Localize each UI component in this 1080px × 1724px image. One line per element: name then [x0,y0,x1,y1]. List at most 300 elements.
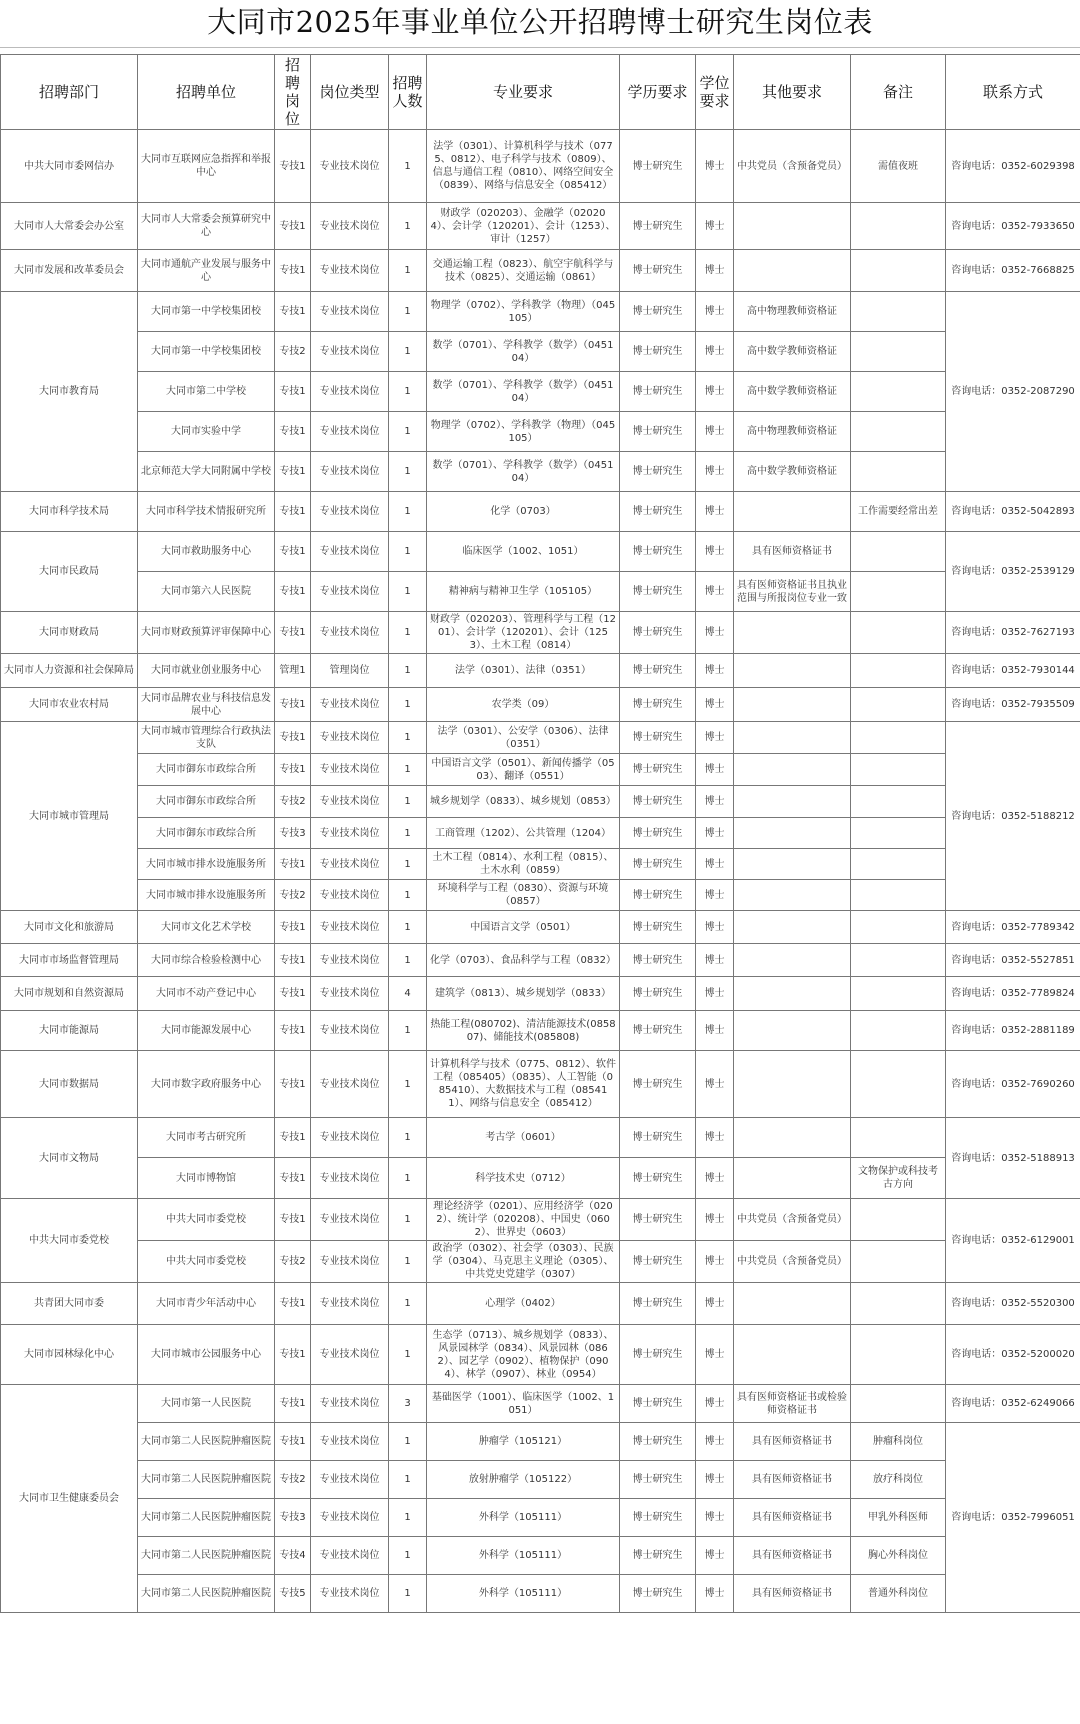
other-requirements-cell [734,492,851,532]
remarks-cell [851,452,946,492]
table-row [1,786,1080,818]
post-cell: 专技1 [275,1118,311,1158]
unit-cell: 大同市第六人民医院 [138,572,275,612]
header-dept: 招聘部门 [1,55,138,130]
type-cell: 专业技术岗位 [311,977,389,1011]
other-requirements-cell [734,818,851,849]
count-cell: 1 [389,203,427,250]
other-requirements-cell [734,203,851,250]
major-cell: 数学（0701）、学科教学（数学）（045104） [427,452,620,492]
table-row [1,1241,1080,1283]
header-other: 其他要求 [734,55,851,130]
count-cell: 1 [389,880,427,911]
other-requirements-cell [734,688,851,722]
remarks-cell [851,612,946,654]
post-cell: 专技1 [275,532,311,572]
education-cell: 博士研究生 [620,292,696,332]
degree-cell: 博士 [696,911,734,944]
major-cell: 外科学（105111） [427,1537,620,1575]
remarks-cell: 工作需要经常出差 [851,492,946,532]
remarks-cell [851,688,946,722]
table-row [1,1051,1080,1118]
other-requirements-cell [734,786,851,818]
count-cell: 1 [389,754,427,786]
count-cell: 1 [389,1283,427,1325]
post-cell: 专技2 [275,1461,311,1499]
education-cell: 博士研究生 [620,372,696,412]
other-requirements-cell: 高中物理教师资格证 [734,292,851,332]
education-cell: 博士研究生 [620,1499,696,1537]
remarks-cell [851,654,946,688]
education-cell: 博士研究生 [620,1118,696,1158]
remarks-cell: 肿瘤科岗位 [851,1423,946,1461]
department-cell: 大同市市场监督管理局 [1,944,138,977]
education-cell: 博士研究生 [620,332,696,372]
contact-cell: 咨询电话：0352-7930144 [946,654,1080,688]
type-cell: 专业技术岗位 [311,1325,389,1385]
type-cell: 专业技术岗位 [311,572,389,612]
type-cell: 专业技术岗位 [311,1461,389,1499]
unit-cell: 大同市第二人民医院肿瘤医院 [138,1499,275,1537]
header-unit: 招聘单位 [138,55,275,130]
major-cell: 物理学（0702）、学科教学（物理）（045105） [427,292,620,332]
degree-cell: 博士 [696,722,734,754]
education-cell: 博士研究生 [620,452,696,492]
count-cell: 1 [389,1325,427,1385]
degree-cell: 博士 [696,818,734,849]
count-cell: 1 [389,1423,427,1461]
degree-cell: 博士 [696,754,734,786]
unit-cell: 大同市城市排水设施服务所 [138,880,275,911]
post-cell: 专技4 [275,1537,311,1575]
education-cell: 博士研究生 [620,572,696,612]
table-row [1,1325,1080,1385]
degree-cell: 博士 [696,880,734,911]
remarks-cell [851,1241,946,1283]
major-cell: 交通运输工程（0823）、航空宇航科学与技术（0825）、交通运输（0861） [427,250,620,292]
department-cell: 大同市财政局 [1,612,138,654]
type-cell: 专业技术岗位 [311,1051,389,1118]
remarks-cell [851,1118,946,1158]
education-cell: 博士研究生 [620,1385,696,1423]
degree-cell: 博士 [696,1158,734,1199]
contact-cell: 咨询电话：0352-6029398 [946,130,1080,203]
type-cell: 专业技术岗位 [311,332,389,372]
count-cell: 1 [389,1118,427,1158]
table-row [1,1158,1080,1199]
type-cell: 专业技术岗位 [311,911,389,944]
unit-cell: 大同市青少年活动中心 [138,1283,275,1325]
department-cell: 中共大同市委网信办 [1,130,138,203]
table-row [1,1385,1080,1423]
remarks-cell: 需值夜班 [851,130,946,203]
education-cell: 博士研究生 [620,203,696,250]
contact-cell: 咨询电话：0352-5188212 [946,722,1080,911]
major-cell: 热能工程(080702)、清洁能源技术(085807)、储能技术(085808) [427,1011,620,1051]
remarks-cell [851,1283,946,1325]
major-cell: 法学（0301）、公安学（0306）、法律（0351） [427,722,620,754]
other-requirements-cell: 高中数学教师资格证 [734,332,851,372]
education-cell: 博士研究生 [620,818,696,849]
degree-cell: 博士 [696,572,734,612]
education-cell: 博士研究生 [620,250,696,292]
remarks-cell [851,1325,946,1385]
post-cell: 专技1 [275,722,311,754]
remarks-cell [851,1385,946,1423]
contact-cell: 咨询电话：0352-5527851 [946,944,1080,977]
table-row [1,849,1080,880]
contact-cell: 咨询电话：0352-5520300 [946,1283,1080,1325]
unit-cell: 大同市第二人民医院肿瘤医院 [138,1423,275,1461]
table-row [1,292,1080,332]
other-requirements-cell: 具有医师资格证书或检验师资格证书 [734,1385,851,1423]
major-cell: 财政学（020203）、管理科学与工程（1201）、会计学（120201）、会计（1253）、土木工程（0814） [427,612,620,654]
education-cell: 博士研究生 [620,911,696,944]
degree-cell: 博士 [696,332,734,372]
contact-cell: 咨询电话：0352-5200020 [946,1325,1080,1385]
type-cell: 专业技术岗位 [311,688,389,722]
post-cell: 专技1 [275,452,311,492]
count-cell: 1 [389,130,427,203]
post-cell: 专技1 [275,688,311,722]
degree-cell: 博士 [696,1199,734,1241]
type-cell: 专业技术岗位 [311,1199,389,1241]
degree-cell: 博士 [696,292,734,332]
department-cell: 中共大同市委党校 [1,1199,138,1283]
post-cell: 专技1 [275,1158,311,1199]
department-cell: 大同市数据局 [1,1051,138,1118]
type-cell: 专业技术岗位 [311,532,389,572]
degree-cell: 博士 [696,130,734,203]
count-cell: 1 [389,1461,427,1499]
count-cell: 1 [389,412,427,452]
major-cell: 工商管理（1202）、公共管理（1204） [427,818,620,849]
post-cell: 专技1 [275,911,311,944]
post-cell: 专技1 [275,1325,311,1385]
table-row [1,754,1080,786]
other-requirements-cell [734,1283,851,1325]
table-row [1,203,1080,250]
other-requirements-cell [734,250,851,292]
degree-cell: 博士 [696,944,734,977]
other-requirements-cell: 具有医师资格证书 [734,532,851,572]
post-cell: 专技1 [275,1011,311,1051]
other-requirements-cell [734,722,851,754]
post-cell: 专技3 [275,818,311,849]
count-cell: 1 [389,944,427,977]
other-requirements-cell [734,754,851,786]
major-cell: 城乡规划学（0833）、城乡规划（0853） [427,786,620,818]
type-cell: 专业技术岗位 [311,722,389,754]
type-cell: 专业技术岗位 [311,1499,389,1537]
post-cell: 专技2 [275,332,311,372]
type-cell: 专业技术岗位 [311,1118,389,1158]
remarks-cell [851,532,946,572]
count-cell: 1 [389,372,427,412]
unit-cell: 大同市城市排水设施服务所 [138,849,275,880]
table-row [1,688,1080,722]
other-requirements-cell: 具有医师资格证书 [734,1499,851,1537]
header-type: 岗位类型 [311,55,389,130]
type-cell: 专业技术岗位 [311,1011,389,1051]
count-cell: 1 [389,1241,427,1283]
education-cell: 博士研究生 [620,532,696,572]
type-cell: 专业技术岗位 [311,786,389,818]
count-cell: 1 [389,1499,427,1537]
department-cell: 共青团大同市委 [1,1283,138,1325]
type-cell: 管理岗位 [311,654,389,688]
remarks-cell: 放疗科岗位 [851,1461,946,1499]
contact-cell: 咨询电话：0352-7789342 [946,911,1080,944]
department-cell: 大同市科学技术局 [1,492,138,532]
table-row [1,332,1080,372]
degree-cell: 博士 [696,1499,734,1537]
degree-cell: 博士 [696,786,734,818]
department-cell: 大同市文物局 [1,1118,138,1199]
unit-cell: 大同市第一中学校集团校 [138,292,275,332]
major-cell: 科学技术史（0712） [427,1158,620,1199]
post-cell: 专技1 [275,1051,311,1118]
count-cell: 1 [389,492,427,532]
count-cell: 1 [389,332,427,372]
type-cell: 专业技术岗位 [311,1158,389,1199]
post-cell: 专技1 [275,1283,311,1325]
other-requirements-cell [734,1325,851,1385]
table-row [1,612,1080,654]
table-row [1,412,1080,452]
table-row [1,532,1080,572]
contact-cell: 咨询电话：0352-2881189 [946,1011,1080,1051]
header-note: 备注 [851,55,946,130]
count-cell: 1 [389,1051,427,1118]
type-cell: 专业技术岗位 [311,1283,389,1325]
count-cell: 1 [389,1575,427,1613]
other-requirements-cell: 高中数学教师资格证 [734,372,851,412]
type-cell: 专业技术岗位 [311,1241,389,1283]
post-cell: 专技1 [275,372,311,412]
department-cell: 大同市发展和改革委员会 [1,250,138,292]
post-cell: 专技1 [275,849,311,880]
department-cell: 大同市卫生健康委员会 [1,1385,138,1613]
education-cell: 博士研究生 [620,786,696,818]
type-cell: 专业技术岗位 [311,292,389,332]
unit-cell: 大同市人大常委会预算研究中心 [138,203,275,250]
degree-cell: 博士 [696,977,734,1011]
department-cell: 大同市教育局 [1,292,138,492]
remarks-cell [851,1051,946,1118]
education-cell: 博士研究生 [620,1423,696,1461]
major-cell: 环境科学与工程（0830）、资源与环境（0857） [427,880,620,911]
unit-cell: 大同市就业创业服务中心 [138,654,275,688]
remarks-cell: 普通外科岗位 [851,1575,946,1613]
major-cell: 计算机科学与技术（0775、0812）、软件工程（085405）（0835）、人工智能（085410）、大数据技术与工程（085411）、网络与信息安全（085412） [427,1051,620,1118]
post-cell: 专技1 [275,130,311,203]
contact-cell: 咨询电话：0352-6129001 [946,1199,1080,1283]
unit-cell: 大同市品牌农业与科技信息发展中心 [138,688,275,722]
post-cell: 专技1 [275,612,311,654]
table-row [1,818,1080,849]
education-cell: 博士研究生 [620,1283,696,1325]
positions-table [0,54,1080,1613]
degree-cell: 博士 [696,1385,734,1423]
other-requirements-cell: 中共党员（含预备党员） [734,1199,851,1241]
remarks-cell [851,332,946,372]
major-cell: 化学（0703） [427,492,620,532]
type-cell: 专业技术岗位 [311,412,389,452]
major-cell: 土木工程（0814）、水利工程（0815）、土木水利（0859） [427,849,620,880]
table-row [1,977,1080,1011]
table-row [1,1423,1080,1461]
unit-cell: 大同市综合检验检测中心 [138,944,275,977]
education-cell: 博士研究生 [620,1325,696,1385]
table-row [1,1499,1080,1537]
post-cell: 专技1 [275,492,311,532]
education-cell: 博士研究生 [620,1199,696,1241]
unit-cell: 大同市第一人民医院 [138,1385,275,1423]
contact-cell: 咨询电话：0352-2087290 [946,292,1080,492]
type-cell: 专业技术岗位 [311,754,389,786]
type-cell: 专业技术岗位 [311,1537,389,1575]
post-cell: 专技3 [275,1499,311,1537]
count-cell: 1 [389,572,427,612]
recruitment-page [0,2,1080,1724]
table-row [1,1461,1080,1499]
education-cell: 博士研究生 [620,1537,696,1575]
degree-cell: 博士 [696,372,734,412]
type-cell: 专业技术岗位 [311,130,389,203]
major-cell: 政治学（0302）、社会学（0303）、民族学（0304）、马克思主义理论（0305）、中共党史党建学（0307） [427,1241,620,1283]
type-cell: 专业技术岗位 [311,1575,389,1613]
unit-cell: 大同市财政预算评审保障中心 [138,612,275,654]
education-cell: 博士研究生 [620,130,696,203]
contact-cell: 咨询电话：0352-5042893 [946,492,1080,532]
major-cell: 肿瘤学（105121） [427,1423,620,1461]
table-row [1,880,1080,911]
degree-cell: 博士 [696,1011,734,1051]
degree-cell: 博士 [696,492,734,532]
other-requirements-cell [734,1158,851,1199]
post-cell: 专技5 [275,1575,311,1613]
unit-cell: 大同市通航产业发展与服务中心 [138,250,275,292]
post-cell: 专技1 [275,572,311,612]
major-cell: 外科学（105111） [427,1575,620,1613]
education-cell: 博士研究生 [620,880,696,911]
major-cell: 临床医学（1002、1051） [427,532,620,572]
header-degree: 学位要求 [696,55,734,130]
unit-cell: 大同市能源发展中心 [138,1011,275,1051]
remarks-cell [851,250,946,292]
other-requirements-cell: 中共党员（含预备党员） [734,130,851,203]
post-cell: 专技1 [275,292,311,332]
other-requirements-cell: 具有医师资格证书 [734,1461,851,1499]
header-post: 招聘岗位 [275,55,311,130]
count-cell: 1 [389,452,427,492]
education-cell: 博士研究生 [620,944,696,977]
major-cell: 放射肿瘤学（105122） [427,1461,620,1499]
major-cell: 中国语言文学（0501）、新闻传播学（0503）、翻译（0551） [427,754,620,786]
remarks-cell [851,292,946,332]
contact-cell: 咨询电话：0352-7935509 [946,688,1080,722]
department-cell: 大同市园林绿化中心 [1,1325,138,1385]
table-row [1,1199,1080,1241]
remarks-cell [851,818,946,849]
contact-cell: 咨询电话：0352-7627193 [946,612,1080,654]
unit-cell: 大同市第二中学校 [138,372,275,412]
page-title: 大同市2025年事业单位公开招聘博士研究生岗位表 [0,2,1080,42]
department-cell: 大同市规划和自然资源局 [1,977,138,1011]
major-cell: 生态学（0713）、城乡规划学（0833）、风景园林学（0834）、风景园林（0862）、园艺学（0902）、植物保护（0904）、林学（0907）、林业（0954） [427,1325,620,1385]
other-requirements-cell [734,612,851,654]
type-cell: 专业技术岗位 [311,818,389,849]
major-cell: 法学（0301）、计算机科学与技术（0775、0812）、电子科学与技术（0809）、信息与通信工程（0810）、网络空间安全（0839）、网络与信息安全（085412） [427,130,620,203]
post-cell: 专技1 [275,250,311,292]
contact-cell: 咨询电话：0352-7690260 [946,1051,1080,1118]
post-cell: 专技2 [275,1241,311,1283]
other-requirements-cell: 具有医师资格证书 [734,1575,851,1613]
department-cell: 大同市城市管理局 [1,722,138,911]
unit-cell: 大同市第二人民医院肿瘤医院 [138,1537,275,1575]
type-cell: 专业技术岗位 [311,612,389,654]
other-requirements-cell [734,977,851,1011]
unit-cell: 北京师范大学大同附属中学校 [138,452,275,492]
count-cell: 1 [389,292,427,332]
contact-cell: 咨询电话：0352-7933650 [946,203,1080,250]
unit-cell: 大同市实验中学 [138,412,275,452]
post-cell: 专技1 [275,754,311,786]
table-row [1,572,1080,612]
type-cell: 专业技术岗位 [311,250,389,292]
education-cell: 博士研究生 [620,977,696,1011]
header-num: 招聘人数 [389,55,427,130]
post-cell: 专技1 [275,203,311,250]
post-cell: 专技1 [275,977,311,1011]
unit-cell: 大同市博物馆 [138,1158,275,1199]
post-cell: 专技2 [275,880,311,911]
count-cell: 1 [389,818,427,849]
education-cell: 博士研究生 [620,1158,696,1199]
header-contact: 联系方式 [946,55,1080,130]
contact-cell: 咨询电话：0352-7668825 [946,250,1080,292]
header-edu: 学历要求 [620,55,696,130]
major-cell: 建筑学（0813）、城乡规划学（0833） [427,977,620,1011]
table-body [1,130,1080,1613]
remarks-cell [851,754,946,786]
other-requirements-cell [734,1118,851,1158]
contact-cell: 咨询电话：0352-6249066 [946,1385,1080,1423]
remarks-cell [851,944,946,977]
count-cell: 1 [389,654,427,688]
unit-cell: 大同市御东市政综合所 [138,818,275,849]
unit-cell: 大同市第一中学校集团校 [138,332,275,372]
header-major: 专业要求 [427,55,620,130]
major-cell: 考古学（0601） [427,1118,620,1158]
education-cell: 博士研究生 [620,754,696,786]
degree-cell: 博士 [696,250,734,292]
major-cell: 农学类（09） [427,688,620,722]
table-row [1,911,1080,944]
degree-cell: 博士 [696,1575,734,1613]
post-cell: 专技1 [275,1423,311,1461]
degree-cell: 博士 [696,688,734,722]
unit-cell: 大同市科学技术情报研究所 [138,492,275,532]
other-requirements-cell [734,911,851,944]
unit-cell: 大同市救助服务中心 [138,532,275,572]
unit-cell: 大同市御东市政综合所 [138,786,275,818]
major-cell: 数学（0701）、学科教学（数学）（045104） [427,372,620,412]
unit-cell: 大同市第二人民医院肿瘤医院 [138,1461,275,1499]
major-cell: 精神病与精神卫生学（105105） [427,572,620,612]
post-cell: 专技1 [275,1199,311,1241]
